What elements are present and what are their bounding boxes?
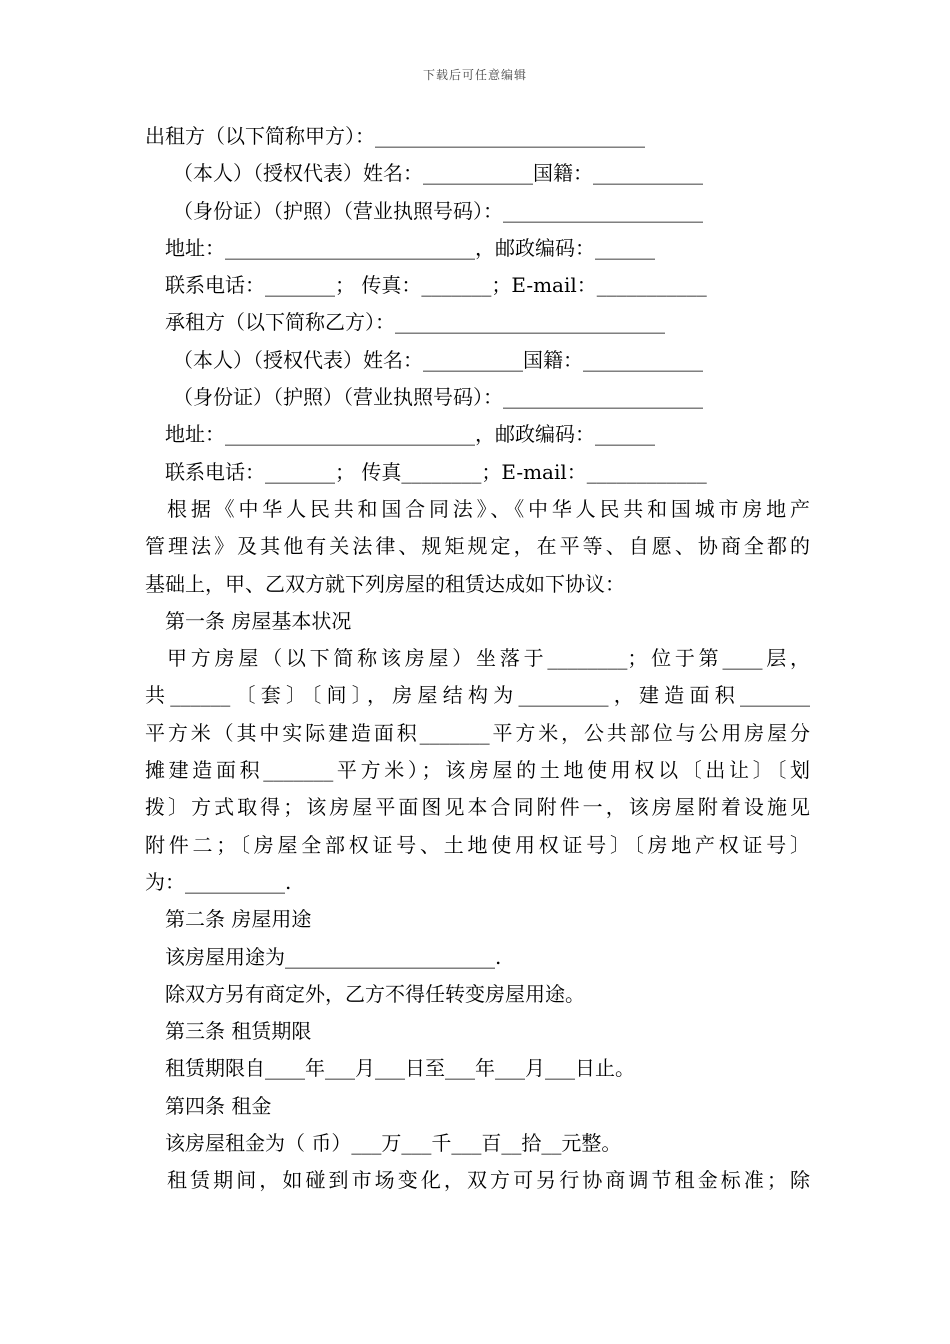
article-1-line-2: 共______〔套〕〔间〕，房屋结构为_________，建造面积_______: [145, 683, 810, 708]
article-1-line-3: 平方米（其中实际建造面积_______平方米，公共部位与公用房屋分: [145, 720, 810, 745]
article-4-heading: 第四条 租金: [165, 1093, 272, 1118]
preamble-line-1: 根据《中华人民共和国合同法》、《中华人民共和国城市房地产: [167, 496, 810, 521]
lessee-id-line: （身份证）（护照）（营业执照号码）：____________________: [173, 385, 703, 410]
article-1-heading: 第一条 房屋基本状况: [165, 608, 352, 633]
preamble-line-2: 管理法》及其他有关法律、规矩规定，在平等、自愿、协商全都的: [145, 534, 810, 559]
article-1-line-5: 拨〕方式取得；该房屋平面图见本合同附件一，该房屋附着设施见: [145, 795, 810, 820]
lessee-address-line: 地址：_________________________，邮政编码：______: [165, 422, 655, 447]
article-1-line-1: 甲方房屋（以下简称该房屋）坐落于________；位于第____层，: [167, 646, 810, 671]
article-4-line-2: 租赁期间，如碰到市场变化，双方可另行协商调节租金标准；除: [167, 1168, 810, 1193]
lessor-id-line: （身份证）（护照）（营业执照号码）：____________________: [173, 198, 703, 223]
article-4-line-1: 该房屋租金为（ 币）___万___千___百__拾__元整。: [165, 1131, 622, 1156]
article-3-heading: 第三条 租赁期限: [165, 1019, 312, 1044]
article-3-line-1: 租赁期限自____年___月___日至___年___月___日止。: [165, 1056, 635, 1081]
lessor-line: 出租方（以下简称甲方）：___________________________: [145, 124, 645, 148]
article-1-line-7: 为：__________.: [145, 869, 292, 894]
lessee-line: 承租方（以下简称乙方）：___________________________: [165, 310, 665, 335]
article-1-line-4: 摊建造面积_______平方米）；该房屋的土地使用权以〔出让〕〔划: [145, 758, 810, 783]
lessee-name-line: （本人）（授权代表）姓名：__________国籍：____________: [173, 347, 703, 372]
article-2-heading: 第二条 房屋用途: [165, 907, 312, 932]
page-header: 下载后可任意编辑: [422, 68, 527, 82]
lessor-contact-line: 联系电话：_______； 传真：_______；E-mail：___________: [165, 273, 707, 298]
contract-body: [145, 118, 810, 1200]
article-2-line-2: 除双方另有商定外，乙方不得任转变房屋用途。: [165, 981, 585, 1006]
article-1-line-6: 附件二；〔房屋全部权证号、土地使用权证号〕〔房地产权证号〕: [145, 832, 810, 857]
article-2-line-1: 该房屋用途为_____________________.: [165, 944, 502, 969]
lessor-name-line: （本人）（授权代表）姓名：___________国籍：___________: [173, 161, 703, 186]
lessee-contact-line: 联系电话：_______； 传真________；E-mail：____________: [165, 459, 707, 484]
preamble-line-3: 基础上，甲、乙双方就下列房屋的租赁达成如下协议：: [145, 571, 625, 596]
lessor-address-line: 地址：_________________________，邮政编码：______: [165, 235, 655, 260]
